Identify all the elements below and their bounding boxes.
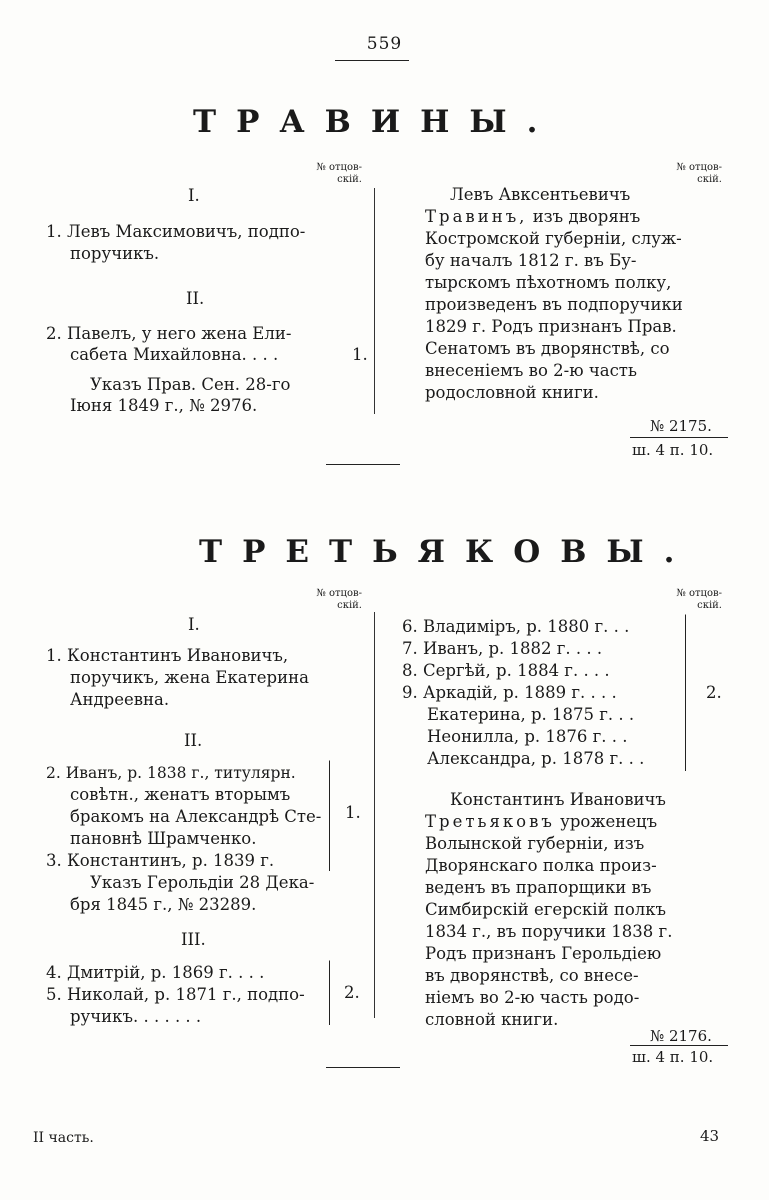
page-number-rule [335,60,409,61]
archive-reference: ш. 4 п. 10. [632,441,714,459]
entry-line: Неонилла, р. 1876 г. . . [427,727,628,746]
section-end-rule [326,1067,400,1068]
entry-line: сабета Михайловна. . . . [70,345,279,364]
paragraph-line: 1829 г. Родъ признанъ Прав. [425,317,677,336]
footer-page-index: 43 [700,1127,720,1145]
paragraph-line: Волынской губерніи, изъ [425,834,645,853]
name-text: Левъ Авксентьевичъ [450,185,631,204]
generation-1: I. [188,186,200,205]
paragraph-text: изъ дворянъ [532,207,641,226]
paragraph-line: тырскомъ пѣхотномъ полку, [425,273,672,292]
col-header-text: № отцов- скій. [676,162,722,185]
generation-2: II. [184,731,203,750]
paragraph-line: родословной книги. [425,383,599,402]
paragraph-line: Дворянскаго полка произ- [425,856,657,875]
entry-line: 1. Левъ Максимовичъ, подпо- [46,222,306,241]
entry-line: Екатерина, р. 1875 г. . . [427,705,635,724]
record-number: № 2175. [650,417,712,435]
father-number: 1. [345,803,361,822]
right-column-header [672,588,722,612]
entry-line: бракомъ на Александрѣ Сте- [70,807,322,826]
entry-line: 4. Дмитрій, р. 1869 г. . . . [46,963,265,982]
paragraph-line: 1834 г., въ поручики 1838 г. [425,922,673,941]
paragraph-line [425,812,657,832]
section-title-tretyakov: ТРЕТЬЯКОВЫ. [199,534,695,570]
paragraph-line: произведенъ въ подпоручики [425,295,683,314]
paragraph-line: Костромской губерніи, служ- [425,229,682,248]
entry-line: Андреевна. [70,690,170,709]
entry-line: 1. Константинъ Ивановичъ, [46,646,289,665]
bracket [324,960,330,1025]
section-end-rule [326,464,400,465]
decree-line: Указъ Прав. Сен. 28-го [90,375,291,394]
bracket [324,760,330,871]
archive-reference: ш. 4 п. 10. [632,1048,714,1066]
paragraph-line: въ дворянствѣ, со внесе- [425,966,639,985]
reference-rule [630,1045,728,1046]
entry-line: совѣтн., женатъ вторымъ [70,785,291,804]
record-number: № 2176. [650,1027,712,1045]
paragraph-line: Симбирскій егерскій полкъ [425,900,667,919]
left-column-header [312,162,362,186]
generation-2: II. [186,289,205,308]
column-divider [374,188,375,414]
entry-line: ручикъ. . . . . . . [70,1007,202,1026]
entry-line: 3. Константинъ, р. 1839 г. [46,851,275,870]
paragraph-line: Родъ признанъ Герольдіею [425,944,662,963]
entry-line: поручикъ, жена Екатерина [70,668,309,687]
father-number: 2. [706,683,722,702]
entry-line: 2. Павелъ, у него жена Ели- [46,324,292,343]
entry-line: 2. Иванъ, р. 1838 г., титулярн. [46,764,296,782]
section-title-travin: ТРАВИНЫ. [193,104,558,140]
decree-line: Указъ Герольдіи 28 Дека- [90,873,315,892]
bracket [680,614,686,771]
paragraph-line [425,207,640,227]
father-number: 1. [352,345,368,364]
surname-text: Третьяковъ [425,812,555,831]
column-divider [374,612,375,1018]
decree-line: Іюня 1849 г., № 2976. [70,396,258,415]
paragraph-line: словной книги. [425,1010,559,1029]
col-header-text: № отцов- скій. [676,588,722,611]
reference-rule [630,437,728,438]
entry-line: 8. Сергѣй, р. 1884 г. . . . [402,661,610,680]
entry-line: 6. Владиміръ, р. 1880 г. . . [402,617,630,636]
page-number: 559 [366,34,403,54]
paragraph-line: ніемъ во 2-ю часть родо- [425,988,640,1007]
col-header-text: № отцов- скій. [316,162,362,185]
father-number: 2. [344,983,360,1002]
entry-line: поручикъ. [70,244,160,263]
paragraph-line [450,185,630,205]
decree-line: бря 1845 г., № 23289. [70,895,257,914]
paragraph-line: Сенатомъ въ дворянствѣ, со [425,339,670,358]
paragraph-line: веденъ въ прапорщики въ [425,878,652,897]
entry-line: 5. Николай, р. 1871 г., подпо- [46,985,305,1004]
paragraph-line: Константинъ Ивановичъ [450,790,666,809]
paragraph-line: внесеніемъ во 2-ю часть [425,361,637,380]
footer-part: II часть. [33,1130,94,1146]
entry-line: пановнѣ Шрамченко. [70,829,257,848]
left-column-header [312,588,362,612]
right-column-header [672,162,722,186]
entry-line: Александра, р. 1878 г. . . [427,749,645,768]
paragraph-text: уроженецъ [560,812,658,831]
entry-line: 9. Аркадій, р. 1889 г. . . . [402,683,617,702]
col-header-text: № отцов- скій. [316,588,362,611]
generation-3: III. [181,930,206,949]
generation-1: I. [188,615,200,634]
entry-line: 7. Иванъ, р. 1882 г. . . . [402,639,603,658]
paragraph-line: бу началъ 1812 г. въ Бу- [425,251,637,270]
surname-text: Травинъ, [425,207,528,226]
